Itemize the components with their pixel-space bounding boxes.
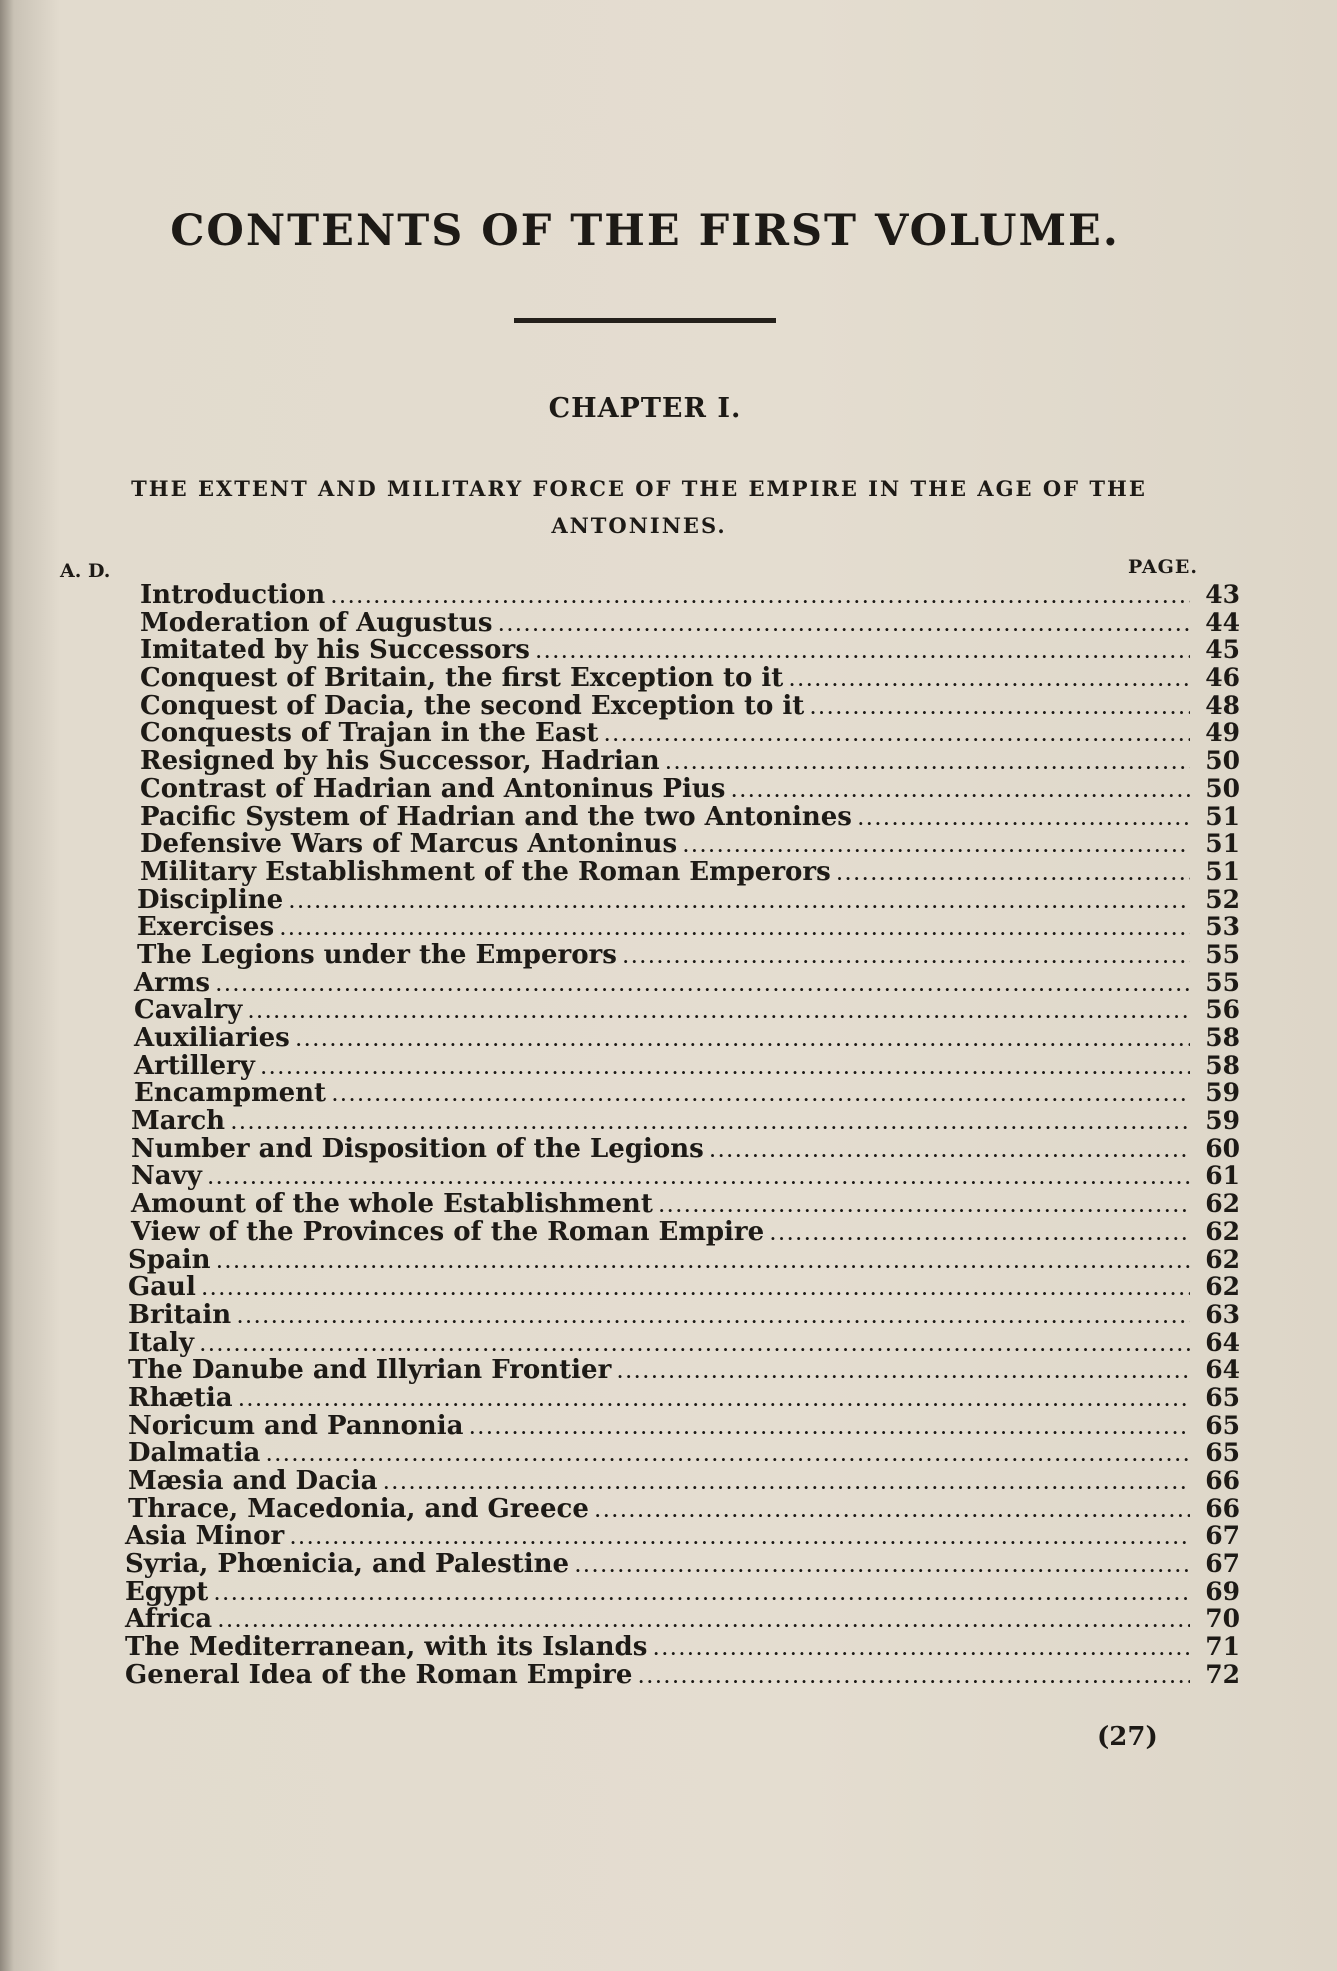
entry-title: Pacific System of Hadrian and the two Antonines [140,801,852,832]
contents-entry [128,1438,1240,1469]
entry-page-number: 72 [1205,1659,1240,1689]
entry-title: Moderation of Augustus [140,607,493,638]
dot-leader [617,1363,1190,1382]
dot-leader [248,1003,1190,1022]
entry-page-number: 66 [1205,1493,1240,1523]
dot-leader [261,1059,1190,1078]
entry-title: Navy [131,1161,202,1192]
dot-leader [331,588,1190,607]
entry-title: Conquest of Britain, the first Exception to it [140,663,784,694]
dot-leader [789,671,1190,690]
entry-title: Italy [128,1327,195,1358]
chapter-heading: CHAPTER I. [548,393,742,424]
dot-leader [208,1169,1190,1188]
entry-title: March [131,1106,226,1137]
entry-page-number: 66 [1205,1466,1240,1495]
contents-entry [125,1521,1240,1552]
entry-title: Africa [125,1604,213,1635]
contents-entry [137,940,1240,968]
contents-entry [134,968,1240,996]
dot-leader [710,1142,1190,1161]
dot-leader [266,1446,1190,1465]
dot-leader [217,1253,1190,1272]
entry-title: Defensive Wars of Marcus Antoninus [140,829,678,860]
contents-entry [128,1300,1240,1328]
dot-leader [237,1308,1190,1327]
contents-entry [125,1660,1240,1688]
contents-entry [140,635,1240,666]
entry-page-number: 51 [1205,856,1240,886]
entry-title: Conquests of Trajan in the East [140,718,599,749]
dot-leader [858,810,1190,829]
entry-title: Discipline [137,884,284,915]
dot-leader [216,976,1190,995]
title-rule [514,318,776,323]
dot-leader [659,1197,1190,1216]
page-column-label: PAGE. [1128,556,1198,578]
entry-title: Dalmatia [128,1438,261,1469]
contents-entry [140,829,1240,860]
entry-page-number: 52 [1205,884,1240,914]
contents-entry [131,1106,1240,1137]
entry-page-number: 62 [1205,1272,1240,1302]
contents-entry [128,1494,1240,1522]
entry-page-number: 61 [1205,1161,1240,1191]
entry-title: Amount of the whole Establishment [131,1189,653,1220]
entry-title: The Mediterranean, with its Islands [125,1632,648,1663]
dot-leader [638,1668,1190,1687]
chapter-subtitle: THE EXTENT AND MILITARY FORCE OF THE EMPIRE IN THE AGE OF THE ANTONINES. [131,476,1147,538]
entry-title: The Danube and Illyrian Frontier [128,1355,612,1386]
contents-entry [140,580,1240,608]
contents-entry [125,1632,1240,1663]
contents-entry [125,1549,1240,1580]
entry-page-number: 65 [1205,1410,1240,1440]
contents-entry [134,1078,1240,1109]
entry-title: Mæsia and Dacia [128,1466,378,1496]
dot-leader [231,1114,1190,1133]
contents-entry [128,1383,1240,1411]
entry-page-number: 64 [1205,1355,1240,1385]
entry-page-number: 62 [1205,1189,1240,1219]
dot-leader [623,948,1190,967]
contents-entry [140,718,1240,749]
contents-entry [128,1328,1240,1356]
dot-leader [653,1640,1190,1659]
entry-page-number: 65 [1205,1382,1240,1412]
dot-leader [214,1585,1190,1604]
contents-list [125,580,1240,1690]
entry-title: Encampment [134,1078,327,1109]
dot-leader [469,1419,1190,1438]
entry-page-number: 63 [1205,1299,1240,1329]
dot-leader [810,699,1190,718]
entry-title: Contrast of Hadrian and Antoninus Pius [140,773,726,804]
contents-entry [131,1217,1240,1245]
entry-page-number: 44 [1205,607,1240,637]
entry-page-number: 71 [1205,1632,1240,1662]
entry-title: Noricum and Pannonia [128,1410,464,1441]
entry-page-number: 51 [1205,829,1240,859]
contents-entry [128,1466,1240,1494]
entry-title: Gaul [128,1272,196,1303]
contents-entry [128,1355,1240,1386]
dot-leader [200,1336,1190,1355]
entry-page-number: 55 [1205,939,1240,969]
contents-entry [128,1245,1240,1273]
contents-entry [131,1161,1240,1192]
contents-entry [137,912,1240,943]
entry-title: Arms [134,967,211,998]
page-title: CONTENTS OF THE FIRST VOLUME. [170,206,1120,256]
entry-title: Conquest of Dacia, the second Exception to it [140,690,805,721]
entry-page-number: 43 [1205,580,1240,609]
contents-entry [134,1023,1240,1051]
contents-entry [140,663,1240,694]
contents-entry [131,1134,1240,1162]
entry-title: Cavalry [134,995,243,1026]
contents-entry [128,1272,1240,1303]
dot-leader [332,1086,1190,1105]
entry-page-number: 46 [1205,663,1240,693]
entry-page-number: 58 [1205,1023,1240,1052]
entry-page-number: 62 [1205,1244,1240,1274]
contents-entry [140,746,1240,777]
contents-entry [140,857,1240,885]
entry-title: Introduction [140,580,326,610]
entry-page-number: 53 [1205,912,1240,942]
dot-leader [666,754,1190,773]
dot-leader [383,1474,1190,1493]
entry-title: Asia Minor [125,1521,285,1552]
contents-entry [134,995,1240,1026]
entry-page-number: 55 [1205,967,1240,997]
entry-title: Thrace, Macedonia, and Greece [128,1493,589,1524]
entry-title: Spain [128,1244,211,1275]
contents-entry [131,1189,1240,1220]
contents-entry [128,1411,1240,1439]
dot-leader [604,726,1190,745]
entry-page-number: 59 [1205,1078,1240,1108]
dot-leader [218,1612,1190,1631]
entry-page-number: 50 [1205,773,1240,803]
ad-column-label: A. D. [60,560,111,582]
entry-page-number: 67 [1205,1549,1240,1579]
dot-leader [731,782,1190,801]
contents-entry [140,802,1240,830]
dot-leader [595,1502,1190,1521]
contents-entry [125,1604,1240,1635]
contents-entry [140,774,1240,802]
entry-title: Artillery [134,1050,255,1081]
entry-title: Resigned by his Successor, Hadrian [140,746,660,777]
entry-title: Rhætia [128,1382,233,1413]
dot-leader [289,893,1190,912]
entry-page-number: 62 [1205,1216,1240,1246]
dot-leader [290,1529,1190,1548]
entry-title: Imitated by his Successors [140,635,530,666]
contents-entry [125,1577,1240,1605]
entry-page-number: 67 [1205,1521,1240,1551]
entry-title: General Idea of the Roman Empire [125,1659,633,1690]
dot-leader [239,1391,1190,1410]
entry-title: Egypt [125,1576,209,1607]
entry-title: Britain [128,1299,232,1330]
entry-title: Number and Disposition of the Legions [131,1133,704,1164]
page-number: (27) [1097,1722,1158,1752]
dot-leader [536,643,1190,662]
entry-page-number: 49 [1205,718,1240,748]
contents-entry [140,608,1240,636]
entry-page-number: 60 [1205,1133,1240,1163]
dot-leader [837,865,1190,884]
dot-leader [280,920,1190,939]
entry-page-number: 59 [1205,1106,1240,1136]
entry-page-number: 69 [1205,1576,1240,1606]
entry-page-number: 50 [1205,746,1240,776]
entry-page-number: 70 [1205,1604,1240,1634]
dot-leader [296,1031,1190,1050]
contents-entry [134,1051,1240,1079]
entry-page-number: 58 [1205,1050,1240,1080]
entry-page-number: 51 [1205,801,1240,831]
contents-entry [140,691,1240,719]
dot-leader [770,1225,1190,1244]
entry-page-number: 56 [1205,995,1240,1025]
entry-page-number: 45 [1205,635,1240,665]
entry-title: Auxiliaries [134,1023,290,1053]
entry-page-number: 48 [1205,690,1240,720]
entry-page-number: 64 [1205,1327,1240,1357]
dot-leader [683,837,1190,856]
entry-page-number: 65 [1205,1438,1240,1468]
entry-title: Military Establishment of the Roman Emperors [140,856,831,887]
dot-leader [202,1280,1190,1299]
entry-title: Syria, Phœnicia, and Palestine [125,1549,570,1580]
entry-title: View of the Provinces of the Roman Empire [131,1216,765,1247]
dot-leader [499,616,1191,635]
dot-leader [575,1557,1190,1576]
contents-entry [137,885,1240,913]
entry-title: Exercises [137,912,275,943]
entry-title: The Legions under the Emperors [137,939,617,970]
